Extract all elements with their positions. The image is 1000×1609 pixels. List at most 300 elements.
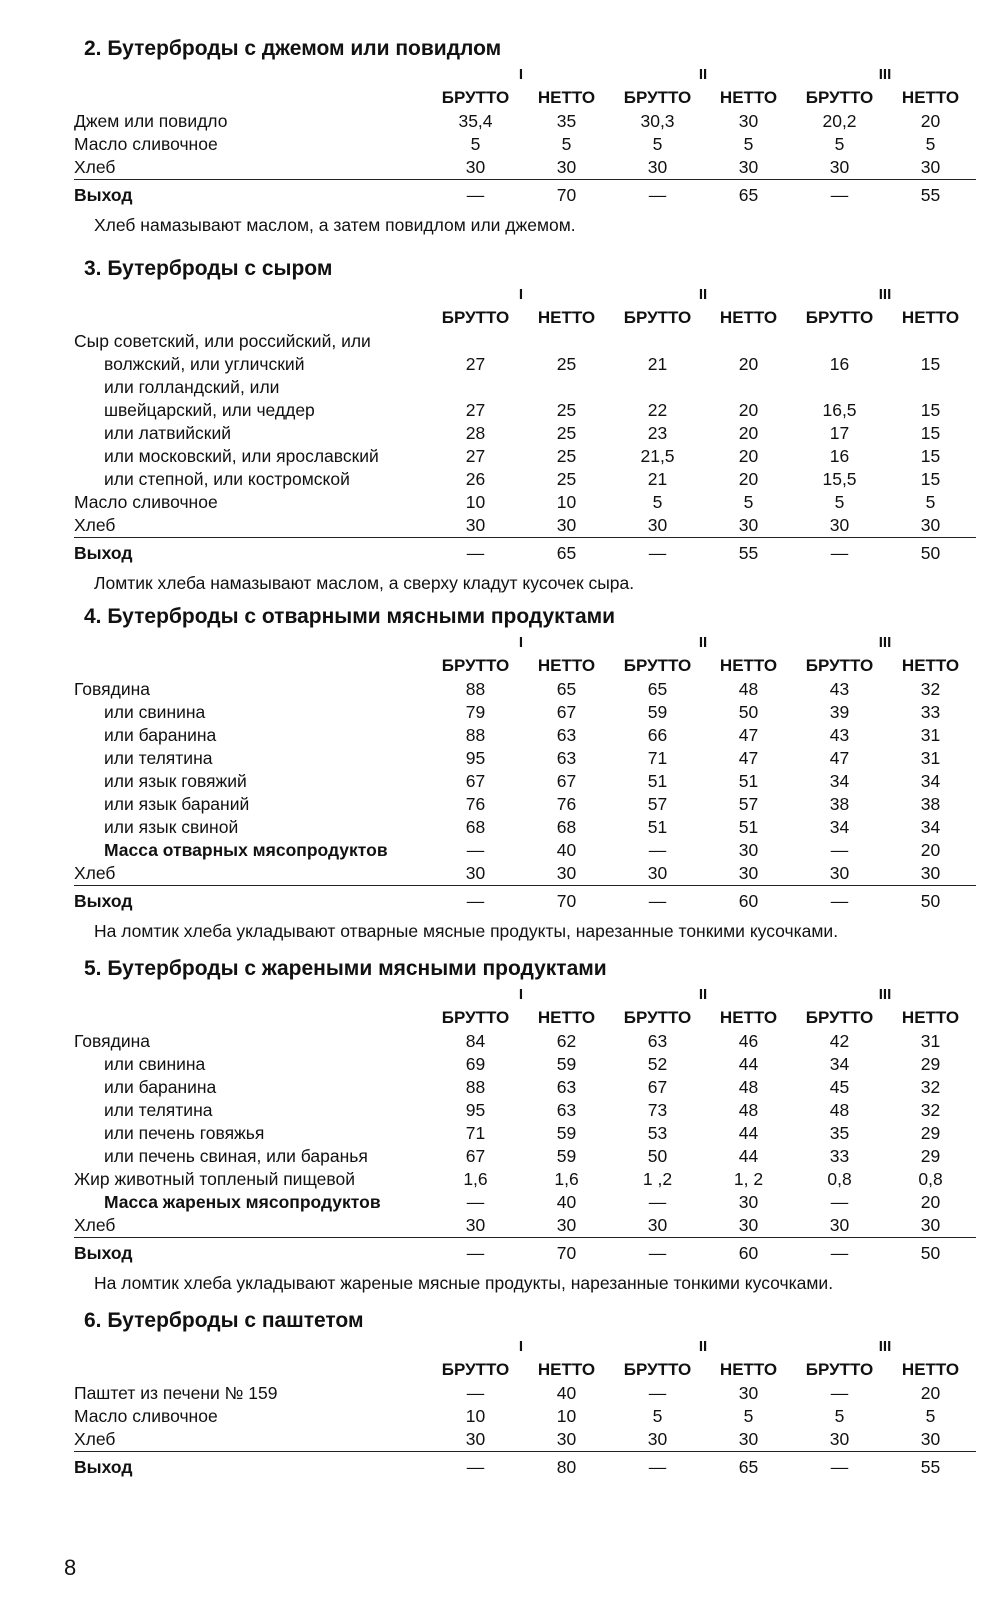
portion-header-row	[74, 284, 976, 306]
ingredient-value: 45	[829, 1077, 850, 1097]
ingredient-row	[74, 353, 976, 376]
yield-label: Выход	[74, 1452, 430, 1483]
yield-label: Выход	[74, 886, 430, 917]
net-header: НЕТТО	[901, 1360, 960, 1379]
ingredient-row	[74, 862, 976, 886]
yield-value: —	[430, 1238, 521, 1269]
ingredient-value: 1 ,2	[642, 1169, 673, 1189]
ingredient-value: 31	[920, 748, 941, 768]
yield-value: 70	[521, 1238, 612, 1269]
ingredient-value: 5	[834, 492, 845, 512]
preparation-note: На ломтик хлеба укладывают жареные мясные продукты, нарезанные тонкими кусочками.	[94, 1273, 834, 1293]
section-title: 6. Бутерброды с паштетом	[84, 1309, 364, 1332]
ingredient-row	[74, 1099, 976, 1122]
ingredient-value: 30	[738, 1429, 759, 1449]
ingredient-value: 16,5	[822, 400, 857, 420]
net-header: НЕТТО	[719, 308, 778, 327]
ingredient-name: Хлеб	[74, 863, 116, 883]
ingredient-value: 25	[556, 400, 577, 420]
ingredient-value: 63	[556, 748, 577, 768]
ingredient-value: 30	[829, 157, 850, 177]
ingredient-value: 30	[556, 157, 577, 177]
ingredient-name: или свинина	[104, 1054, 206, 1074]
ingredient-row	[74, 1053, 976, 1076]
net-header: НЕТТО	[901, 88, 960, 107]
ingredient-row	[74, 839, 976, 862]
ingredient-value: 30	[556, 863, 577, 883]
ingredient-value: 33	[829, 1146, 850, 1166]
ingredient-value: 5	[925, 492, 936, 512]
portion-number: II	[698, 286, 708, 303]
ingredient-value: 1,6	[463, 1169, 488, 1189]
ingredient-row	[74, 1214, 976, 1238]
yield-value: 55	[703, 538, 794, 569]
ingredient-value	[430, 376, 521, 399]
ingredient-value: 15	[920, 469, 941, 489]
ingredient-name: или голландский, или	[104, 377, 280, 397]
net-header: НЕТТО	[901, 1008, 960, 1027]
ingredient-value: 1, 2	[733, 1169, 764, 1189]
ingredient-value: 59	[556, 1123, 577, 1143]
yield-value: 55	[885, 180, 976, 211]
ingredient-value: 88	[465, 725, 486, 745]
ingredient-value: 88	[465, 1077, 486, 1097]
yield-value: 80	[521, 1452, 612, 1483]
portion-number: I	[518, 66, 524, 83]
ingredient-value: 5	[925, 134, 936, 154]
yield-value: 50	[885, 1238, 976, 1269]
ingredient-row	[74, 816, 976, 839]
ingredient-table	[74, 632, 976, 916]
yield-value: —	[612, 1238, 703, 1269]
ingredient-value: 71	[465, 1123, 486, 1143]
ingredient-row	[74, 793, 976, 816]
net-header: НЕТТО	[537, 308, 596, 327]
ingredient-value: 0,8	[827, 1169, 852, 1189]
ingredient-row	[74, 1428, 976, 1452]
yield-value: —	[430, 180, 521, 211]
ingredient-name: Масло сливочное	[74, 134, 218, 154]
ingredient-value: 48	[829, 1100, 850, 1120]
ingredient-row	[74, 701, 976, 724]
ingredient-value: 30	[647, 515, 668, 535]
ingredient-value: 30	[465, 863, 486, 883]
ingredient-value: 25	[556, 354, 577, 374]
ingredient-row	[74, 1382, 976, 1405]
ingredient-value: 68	[556, 817, 577, 837]
ingredient-value: 57	[738, 794, 759, 814]
ingredient-table	[74, 64, 976, 210]
ingredient-value: 65	[647, 679, 668, 699]
ingredient-value: 51	[738, 817, 759, 837]
ingredient-value: 5	[925, 1406, 936, 1426]
ingredient-value: 48	[738, 679, 759, 699]
ingredient-value: 30	[465, 157, 486, 177]
portion-number: I	[518, 986, 524, 1003]
ingredient-value: 67	[465, 1146, 486, 1166]
ingredient-value: 53	[647, 1123, 668, 1143]
ingredient-value	[612, 376, 703, 399]
ingredient-value: 5	[652, 1406, 663, 1426]
ingredient-value	[885, 330, 976, 353]
ingredient-value: 30	[829, 1215, 850, 1235]
portion-number: I	[518, 1338, 524, 1355]
ingredient-value	[703, 330, 794, 353]
ingredient-value	[521, 376, 612, 399]
ingredient-value: 30	[920, 157, 941, 177]
yield-value: —	[794, 538, 885, 569]
portion-number: II	[698, 634, 708, 651]
yield-value: —	[612, 538, 703, 569]
yield-value: 60	[703, 886, 794, 917]
ingredient-value: 20	[920, 1192, 941, 1212]
ingredient-name: Говядина	[74, 679, 150, 699]
ingredient-name: Масло сливочное	[74, 492, 218, 512]
ingredient-value: 5	[743, 492, 754, 512]
portion-number: III	[878, 634, 892, 651]
ingredient-value: 15	[920, 354, 941, 374]
portion-number: I	[518, 634, 524, 651]
portion-number: II	[698, 66, 708, 83]
ingredient-row	[74, 678, 976, 701]
net-header: НЕТТО	[537, 1008, 596, 1027]
net-header: НЕТТО	[719, 1008, 778, 1027]
yield-label: Выход	[74, 538, 430, 569]
ingredient-value: 30	[647, 863, 668, 883]
ingredient-row	[74, 514, 976, 538]
yield-value: 50	[885, 538, 976, 569]
ingredient-value: 20	[738, 446, 759, 466]
ingredient-value: 38	[920, 794, 941, 814]
portion-number: III	[878, 1338, 892, 1355]
ingredient-row	[74, 1405, 976, 1428]
ingredient-value: 79	[465, 702, 486, 722]
ingredient-value: 20	[920, 1383, 941, 1403]
ingredient-name: Масса жареных мясопродуктов	[104, 1192, 381, 1212]
ingredient-value: 34	[829, 817, 850, 837]
ingredient-value: 62	[556, 1031, 577, 1051]
yield-row	[74, 886, 976, 917]
yield-value: —	[794, 886, 885, 917]
ingredient-name: или степной, или костромской	[104, 469, 350, 489]
ingredient-value: 35	[556, 111, 577, 131]
ingredient-name: швейцарский, или чеддер	[104, 400, 315, 420]
ingredient-value: 35,4	[458, 111, 493, 131]
yield-value: 50	[885, 886, 976, 917]
yield-value: —	[430, 538, 521, 569]
ingredient-value: 20	[738, 423, 759, 443]
yield-row	[74, 538, 976, 569]
yield-value: —	[612, 180, 703, 211]
ingredient-value: 48	[738, 1077, 759, 1097]
column-header-row	[74, 1358, 976, 1382]
ingredient-name: Джем или повидло	[74, 111, 228, 131]
ingredient-name: Говядина	[74, 1031, 150, 1051]
ingredient-row	[74, 1030, 976, 1053]
ingredient-name: Масса отварных мясопродуктов	[104, 840, 388, 860]
gross-header: БРУТТО	[623, 1008, 692, 1027]
ingredient-value: 73	[647, 1100, 668, 1120]
ingredient-value: 10	[465, 492, 486, 512]
ingredient-name: или печень свиная, или баранья	[104, 1146, 368, 1166]
ingredient-row	[74, 1122, 976, 1145]
net-header: НЕТТО	[537, 88, 596, 107]
yield-value: 65	[703, 180, 794, 211]
ingredient-value: 30	[829, 863, 850, 883]
ingredient-value: 51	[738, 771, 759, 791]
yield-value: 65	[521, 538, 612, 569]
ingredient-value: 21,5	[640, 446, 675, 466]
portion-number: III	[878, 286, 892, 303]
ingredient-table	[74, 984, 976, 1268]
ingredient-value: 57	[647, 794, 668, 814]
recipe-section	[74, 604, 974, 944]
yield-value: 70	[521, 180, 612, 211]
ingredient-value	[430, 330, 521, 353]
ingredient-value: 51	[647, 771, 668, 791]
ingredient-value: 16	[829, 446, 850, 466]
ingredient-value: 32	[920, 1100, 941, 1120]
yield-value: —	[612, 886, 703, 917]
ingredient-value: 20	[738, 354, 759, 374]
ingredient-row	[74, 724, 976, 747]
yield-row	[74, 1238, 976, 1269]
net-header: НЕТТО	[901, 308, 960, 327]
ingredient-row	[74, 133, 976, 156]
ingredient-value: 47	[829, 748, 850, 768]
ingredient-value: 5	[834, 1406, 845, 1426]
page-number: 8	[64, 1555, 77, 1580]
ingredient-value: 68	[465, 817, 486, 837]
gross-header: БРУТТО	[441, 1360, 510, 1379]
yield-row	[74, 1452, 976, 1483]
ingredient-value: 69	[465, 1054, 486, 1074]
ingredient-table	[74, 1336, 976, 1482]
ingredient-value: 63	[556, 1100, 577, 1120]
ingredient-value: 29	[920, 1054, 941, 1074]
ingredient-value: —	[830, 840, 849, 860]
yield-value: —	[430, 886, 521, 917]
ingredient-value: 52	[647, 1054, 668, 1074]
gross-header: БРУТТО	[441, 88, 510, 107]
ingredient-value: 95	[465, 748, 486, 768]
ingredient-value: 32	[920, 1077, 941, 1097]
ingredient-value: 42	[829, 1031, 850, 1051]
ingredient-value: 31	[920, 725, 941, 745]
ingredient-value: 23	[647, 423, 668, 443]
ingredient-value: 67	[647, 1077, 668, 1097]
yield-value: —	[430, 1452, 521, 1483]
ingredient-value: 21	[647, 469, 668, 489]
ingredient-value: 20	[920, 111, 941, 131]
ingredient-value: 30	[738, 1192, 759, 1212]
ingredient-value: 30	[920, 1429, 941, 1449]
ingredient-value: —	[648, 1383, 667, 1403]
portion-number: III	[878, 66, 892, 83]
ingredient-value: —	[648, 840, 667, 860]
gross-header: БРУТТО	[805, 656, 874, 675]
ingredient-value: 30	[647, 1429, 668, 1449]
gross-header: БРУТТО	[441, 656, 510, 675]
ingredient-value: 59	[556, 1054, 577, 1074]
yield-label: Выход	[74, 1238, 430, 1269]
portion-number: I	[518, 286, 524, 303]
ingredient-value: 47	[738, 748, 759, 768]
ingredient-value: 59	[556, 1146, 577, 1166]
ingredient-value: 30	[556, 1215, 577, 1235]
net-header: НЕТТО	[719, 1360, 778, 1379]
ingredient-value: 34	[829, 1054, 850, 1074]
ingredient-row	[74, 399, 976, 422]
ingredient-value: 63	[647, 1031, 668, 1051]
column-header-row	[74, 654, 976, 678]
portion-number: III	[878, 986, 892, 1003]
ingredient-name: или телятина	[104, 1100, 213, 1120]
ingredient-value: 30	[920, 863, 941, 883]
ingredient-row	[74, 376, 976, 399]
ingredient-value: 16	[829, 354, 850, 374]
ingredient-value: 66	[647, 725, 668, 745]
ingredient-value: 29	[920, 1146, 941, 1166]
ingredient-value	[794, 376, 885, 399]
ingredient-value: 17	[829, 423, 850, 443]
gross-header: БРУТТО	[441, 308, 510, 327]
ingredient-value: 10	[556, 1406, 577, 1426]
net-header: НЕТТО	[537, 1360, 596, 1379]
ingredient-value: —	[830, 1383, 849, 1403]
ingredient-value: 33	[920, 702, 941, 722]
ingredient-value: 30	[738, 840, 759, 860]
ingredient-value: 30	[829, 515, 850, 535]
ingredient-value: —	[466, 1192, 485, 1212]
gross-header: БРУТТО	[805, 1008, 874, 1027]
ingredient-row	[74, 156, 976, 180]
ingredient-value: 30	[738, 1215, 759, 1235]
ingredient-value: 39	[829, 702, 850, 722]
ingredient-value: 5	[652, 134, 663, 154]
ingredient-row	[74, 422, 976, 445]
yield-value: —	[794, 1238, 885, 1269]
gross-header: БРУТТО	[623, 308, 692, 327]
ingredient-value: 25	[556, 446, 577, 466]
ingredient-row	[74, 1145, 976, 1168]
ingredient-value: 30	[738, 863, 759, 883]
ingredient-row	[74, 491, 976, 514]
ingredient-value: 43	[829, 725, 850, 745]
yield-value: —	[612, 1452, 703, 1483]
ingredient-value: 47	[738, 725, 759, 745]
ingredient-value: 30	[738, 515, 759, 535]
ingredient-name: Паштет из печени № 159	[74, 1383, 278, 1403]
ingredient-value: 0,8	[918, 1169, 943, 1189]
ingredient-value: 59	[647, 702, 668, 722]
portion-number: II	[698, 1338, 708, 1355]
ingredient-value: 30	[829, 1429, 850, 1449]
recipe-section	[74, 1308, 974, 1482]
column-header-row	[74, 1006, 976, 1030]
ingredient-value: 5	[743, 1406, 754, 1426]
ingredient-value: 30	[465, 1215, 486, 1235]
ingredient-value: 76	[465, 794, 486, 814]
ingredient-value: 46	[738, 1031, 759, 1051]
ingredient-name: Хлеб	[74, 1215, 116, 1235]
net-header: НЕТТО	[901, 656, 960, 675]
ingredient-value: 30	[556, 515, 577, 535]
ingredient-value: 20	[920, 840, 941, 860]
ingredient-name: или свинина	[104, 702, 206, 722]
ingredient-value: 30	[556, 1429, 577, 1449]
ingredient-value: 27	[465, 354, 486, 374]
ingredient-value: 30	[465, 515, 486, 535]
ingredient-value: 26	[465, 469, 486, 489]
ingredient-value	[521, 330, 612, 353]
section-title: 4. Бутерброды с отварными мясными продуктами	[84, 605, 616, 628]
recipe-section	[74, 256, 974, 596]
ingredient-name: или печень говяжья	[104, 1123, 265, 1143]
yield-value: 60	[703, 1238, 794, 1269]
ingredient-value: —	[466, 840, 485, 860]
ingredient-value: 44	[738, 1054, 759, 1074]
ingredient-name: Хлеб	[74, 515, 116, 535]
yield-value: 70	[521, 886, 612, 917]
ingredient-value: 15	[920, 400, 941, 420]
ingredient-value: 44	[738, 1146, 759, 1166]
ingredient-value: 35	[829, 1123, 850, 1143]
ingredient-value: 10	[465, 1406, 486, 1426]
ingredient-row	[74, 1191, 976, 1214]
ingredient-value: 15	[920, 423, 941, 443]
ingredient-value: 30	[738, 111, 759, 131]
ingredient-value: 40	[556, 1383, 577, 1403]
ingredient-value	[794, 330, 885, 353]
ingredient-value: 30	[738, 1383, 759, 1403]
ingredient-value: —	[830, 1192, 849, 1212]
ingredient-value: 50	[647, 1146, 668, 1166]
ingredient-value: 67	[556, 771, 577, 791]
ingredient-value: 34	[920, 817, 941, 837]
ingredient-name: или язык бараний	[104, 794, 250, 814]
ingredient-value: 30	[920, 1215, 941, 1235]
yield-row	[74, 180, 976, 211]
ingredient-value: 20	[738, 469, 759, 489]
ingredient-value: 22	[647, 400, 668, 420]
ingredient-value: 30,3	[640, 111, 675, 131]
ingredient-value: 95	[465, 1100, 486, 1120]
portion-header-row	[74, 64, 976, 86]
net-header: НЕТТО	[719, 88, 778, 107]
ingredient-value: —	[466, 1383, 485, 1403]
ingredient-value: 5	[743, 134, 754, 154]
ingredient-name: или язык говяжий	[104, 771, 247, 791]
gross-header: БРУТТО	[805, 1360, 874, 1379]
net-header: НЕТТО	[719, 656, 778, 675]
preparation-note: На ломтик хлеба укладывают отварные мясные продукты, нарезанные тонкими кусочками.	[94, 921, 839, 941]
ingredient-value: 88	[465, 679, 486, 699]
ingredient-value: 30	[647, 1215, 668, 1235]
ingredient-value: 5	[561, 134, 572, 154]
yield-value: 55	[885, 1452, 976, 1483]
section-title: 5. Бутерброды с жареными мясными продуктами	[84, 957, 607, 980]
ingredient-value: 29	[920, 1123, 941, 1143]
ingredient-row	[74, 1076, 976, 1099]
ingredient-value: 76	[556, 794, 577, 814]
ingredient-name: Хлеб	[74, 1429, 116, 1449]
ingredient-value: 5	[652, 492, 663, 512]
ingredient-value: 40	[556, 840, 577, 860]
recipe-section	[74, 36, 974, 238]
ingredient-value: 67	[556, 702, 577, 722]
ingredient-value: 43	[829, 679, 850, 699]
